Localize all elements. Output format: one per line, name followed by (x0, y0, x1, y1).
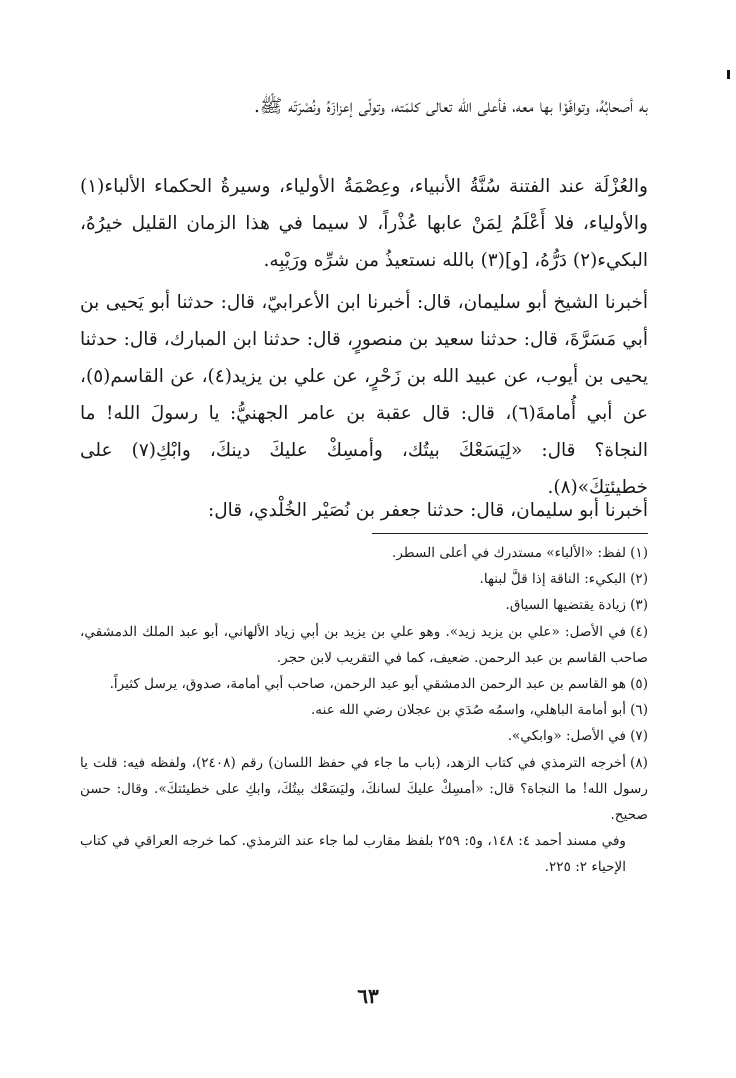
paragraph-1-text: به أصحابُهُ، وتوافَوْا بها معه، فأعلى الله تعالى كلمَته، وتولّى إعزازَهُ ونُصْرَتَه ﷺ. (253, 96, 648, 117)
footnote-continuation: وفي مسند أحمد ٤: ١٤٨، و٥: ٢٥٩ بلفظ مقارب لما جاء عند الترمذي. كما خرجه العراقي في كتاب الإحياء ٢: ٢٢٥. (80, 833, 627, 876)
footnote (80, 671, 648, 697)
footnote-separator (372, 533, 648, 534)
footnote-number: (٦) (630, 702, 648, 719)
paragraph-2-text: والعُزْلَة عند الفتنة سُنَّةُ الأنبياء، وعِصْمَةُ الأولياء، وسيرةُ الحكماء الألباء(١) والأولياء، فلا أَعْلَمُ لِمَنْ عابها عُذْراً، لا سيما في هذا الزمان القليل خيرُهُ، البكيء(٢) دَرُّهُ، [و](٣) بالله نستعيذُ من شرِّه ورَيْبِه. (80, 176, 648, 271)
footnote-number: (٨) (630, 754, 648, 771)
footnote-number: (٧) (630, 728, 648, 745)
paragraph-3 (80, 284, 648, 506)
footnote (80, 697, 648, 723)
footnotes (80, 540, 648, 881)
footnote-text: البكيء: الناقة إذا قلَّ لبنها. (479, 571, 627, 588)
margin-mark (727, 70, 730, 79)
footnote-number: (٢) (630, 571, 648, 588)
footnote (80, 619, 648, 671)
footnote-number: (١) (630, 545, 648, 561)
footnote-number: (٤) (630, 623, 648, 640)
paragraph-4-text: أخبرنا أبو سليمان، قال: حدثنا جعفر بن نُصَيْر الخُلْدي، قال: (208, 500, 648, 521)
footnote (80, 750, 648, 829)
footnote (80, 592, 648, 618)
paragraph-2 (80, 168, 648, 279)
paragraph-1 (80, 88, 648, 125)
footnote-number: (٣) (630, 597, 648, 614)
footnote-text: لفظ: «الألباء» مستدرك في أعلى السطر. (392, 545, 627, 561)
footnote (80, 723, 648, 749)
footnote-text: هو القاسم بن عبد الرحمن الدمشقي أبو عبد الرحمن، صاحب أبي أمامة، صدوق، يرسل كثيراً. (109, 676, 627, 693)
footnote (80, 540, 648, 566)
footnote-text: أخرجه الترمذي في كتاب الزهد، (باب ما جاء في حفظ اللسان) رقم (٢٤٠٨)، ولفظه فيه: قلت يا رسول الله! ما النجاة؟ قال: «أمسِكْ عليكَ لسانكَ، وليَسَعْك بيتُكَ، وابكِ على خطيئتكَ». وقال: حسن صحيح. (80, 754, 648, 824)
footnote-number: (٥) (630, 676, 648, 693)
footnote-text: في الأصل: «علي بن يزيد زيد». وهو علي بن يزيد بن أبي زياد الألهاني، أبو عبد الملك الدمشقي، صاحب القاسم بن عبد الرحمن. ضعيف، كما في التقريب لابن حجر. (80, 623, 648, 666)
footnote (80, 566, 648, 592)
paragraph-4 (80, 492, 648, 529)
footnote-text: في الأصل: «وابكي». (507, 728, 627, 745)
footnote-text: زيادة يقتضيها السياق. (505, 597, 627, 614)
page-number: ٦٣ (357, 984, 379, 1008)
footnote-text: أبو أمامة الباهلي، واسمُه صُدَي بن عجلان رضي الله عنه. (310, 702, 627, 719)
paragraph-3-text: أخبرنا الشيخ أبو سليمان، قال: أخبرنا ابن الأعرابيّ، قال: حدثنا أبو يَحيى بن أبي مَسَرَّةَ، قال: حدثنا سعيد بن منصورٍ، قال: حدثنا ابن المبارك، قال: حدثنا يحيى بن أيوب، عن عبيد الله بن زَحْرٍ، عن علي بن يزيد(٤)، عن القاسم(٥)، عن أبي أُمامةَ(٦)، قال: قال عقبة بن عامر الجهنيُّ: يا رسولَ الله! ما النجاة؟ قال: «لِيَسَعْكَ بيتُك، وأمسِكْ عليكَ دينكَ، وابْكِ(٧) على خطيئتِكَ»(٨). (80, 292, 649, 498)
